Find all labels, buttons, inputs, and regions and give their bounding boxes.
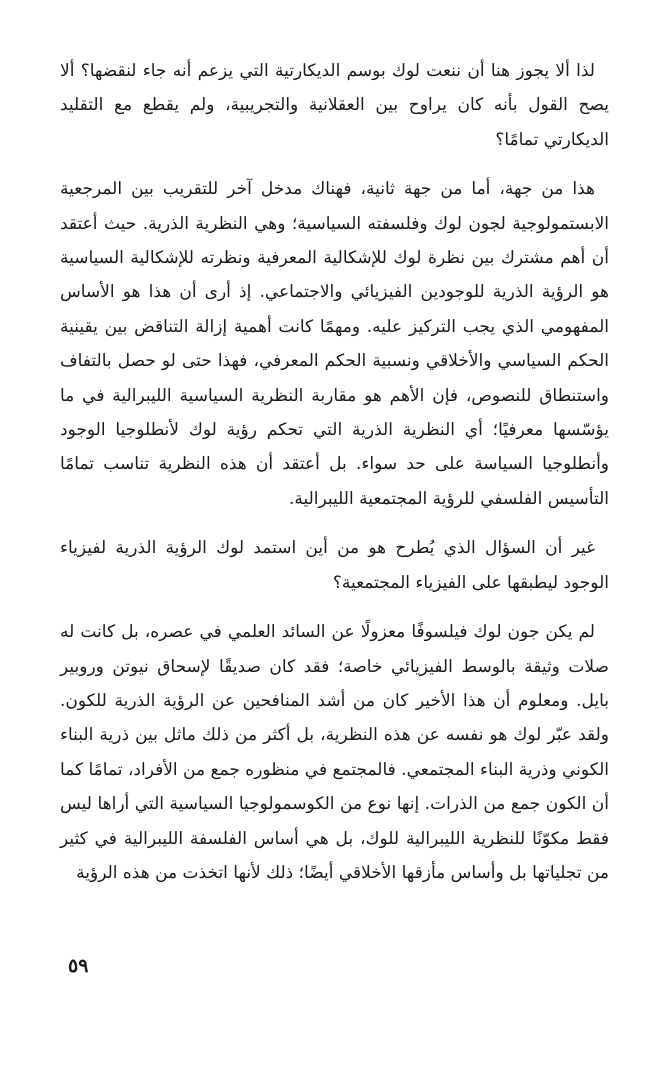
paragraph-2: هذا من جهة، أما من جهة ثانية، فهناك مدخل آخر للتقريب بين المرجعية الابستمولوجية لجون لوك وفلسفته السياسية؛ وهي النظرية الذرية. حيث أعتقد أن أهم مشترك بين نظرة لوك للإشكالية المعرفية ونظرته للإشكالية السياسية هو الرؤية الذرية للوجودين الفيزيائي والاجتماعي. إذ أرى أن هذا هو الأساس المفهومي الذي يجب التركيز عليه. ومهمًا كانت أهمية إزالة التناقض بين يقينية الحكم السياسي والأخلاقي ونسبية الحكم المعرفي، فهذا حتى لو حصل بالتفاف واستنطاق للنصوص، فإن الأهم هو مقاربة النظرية السياسية الليبرالية في ما يؤسّسها معرفيًا؛ أي النظرية الذرية التي تحكم رؤية لوك لأنطلوجيا الوجود وأنطلوجيا السياسة على حد سواء. بل أعتقد أن هذه النظرية تناسب تمامًا التأسيس الفلسفي للرؤية المجتمعية الليبرالية. <box>60 179 609 509</box>
paragraph-4: لم يكن جون لوك فيلسوفًا معزولًا عن السائد العلمي في عصره، بل كانت له صلات وثيقة بالوسط الفيزيائي خاصة؛ فقد كان صديقًا لإسحاق نيوتن وروبير بايل. ومعلوم أن هذا الأخير كان من أشد المنافحين عن الرؤية الذرية للكون. ولقد عبّر لوك هو نفسه عن هذه النظرية، بل أكثر من ذلك ماثل بين ذرية البناء الكوني وذرية البناء المجتمعي. فالمجتمع في منظوره جمع من الأفراد، تمامًا كما أن الكون جمع من الذرات. إنها نوع من الكوسمولوجيا السياسية التي أراها ليس فقط مكوّنًا للنظرية الليبرالية للوك، بل هي أساس الفلسفة الليبرالية في كثير من تجلياتها بل وأساس مأزقها الأخلاقي أيضًا؛ ذلك لأنها اتخذت من هذه الرؤية <box>60 622 609 883</box>
paragraph-3: غير أن السؤال الذي يُطرح هو من أين استمد لوك الرؤية الذرية لفيزياء الوجود ليطبقها على الفيزياء المجتمعية؟ <box>60 538 609 593</box>
body-text <box>60 54 609 890</box>
page-number: ٥٩ <box>68 955 89 977</box>
paragraph-1: لذا ألا يجوز هنا أن ننعت لوك بوسم الديكارتية التي يزعم أنه جاء لنقضها؟ ألا يصح القول بأنه كان يراوح بين العقلانية والتجريبية، ولم يقطع مع التقليد الديكارتي تمامًا؟ <box>60 61 609 150</box>
